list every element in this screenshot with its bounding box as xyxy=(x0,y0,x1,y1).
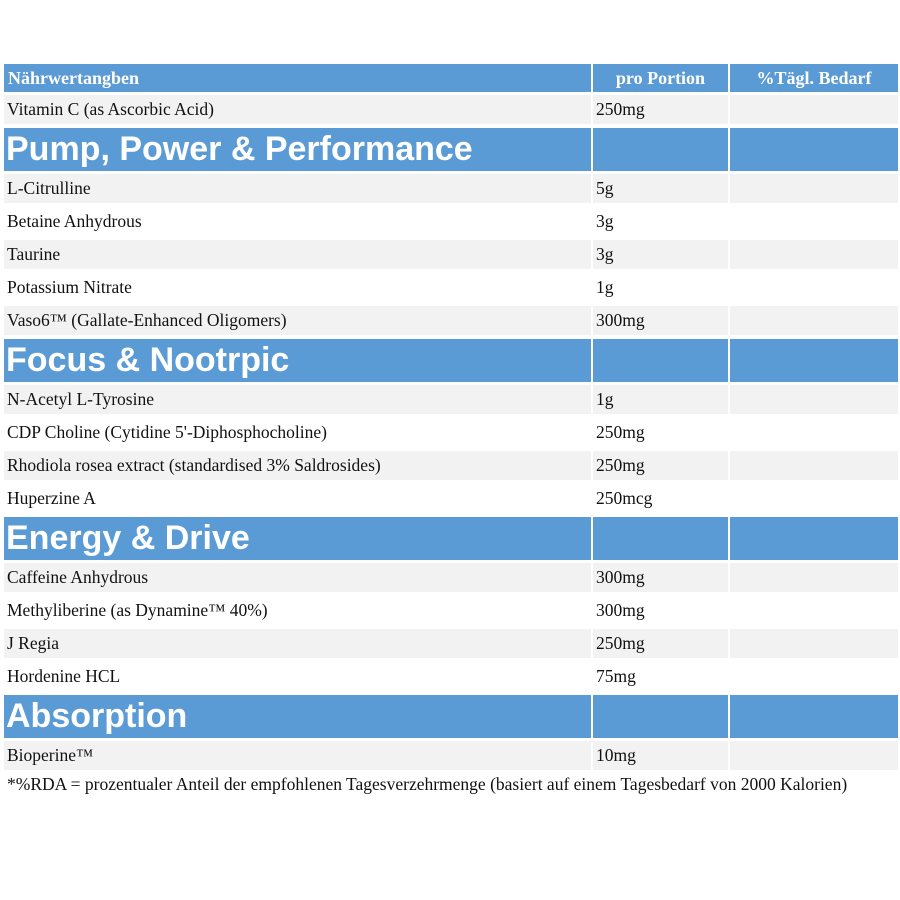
ingredient-amount: 300mg xyxy=(593,306,728,335)
ingredient-daily xyxy=(730,451,898,480)
ingredient-daily xyxy=(730,207,898,236)
ingredient-name: L-Citrulline xyxy=(4,174,591,203)
ingredient-name: Rhodiola rosea extract (standardised 3% Saldrosides) xyxy=(4,451,591,480)
ingredient-daily xyxy=(730,385,898,414)
nutrition-table xyxy=(4,64,898,774)
ingredient-amount: 3g xyxy=(593,207,728,236)
ingredient-name: Huperzine A xyxy=(4,484,591,513)
ingredient-daily xyxy=(730,563,898,592)
ingredient-amount: 1g xyxy=(593,385,728,414)
ingredient-daily xyxy=(730,741,898,770)
section-daily-cell xyxy=(730,339,898,382)
ingredient-daily xyxy=(730,306,898,335)
ingredient-amount: 250mg xyxy=(593,418,728,447)
ingredient-name: Bioperine™ xyxy=(4,741,591,770)
ingredient-amount: 300mg xyxy=(593,596,728,625)
section-portion-cell xyxy=(593,517,728,560)
ingredient-daily xyxy=(730,596,898,625)
section-daily-cell xyxy=(730,695,898,738)
ingredient-daily xyxy=(730,629,898,658)
footnote: *%RDA = prozentualer Anteil der empfohlenen Tagesverzehrmenge (basiert auf einem Tagesbedarf von 2000 Kalorien) xyxy=(7,774,848,794)
ingredient-daily xyxy=(730,418,898,447)
section-title: Energy & Drive xyxy=(4,517,591,560)
section-daily-cell xyxy=(730,128,898,171)
ingredient-name: Methyliberine (as Dynamine™ 40%) xyxy=(4,596,591,625)
section-portion-cell xyxy=(593,695,728,738)
ingredient-name: Hordenine HCL xyxy=(4,662,591,691)
ingredient-amount: 10mg xyxy=(593,741,728,770)
ingredient-amount: 3g xyxy=(593,240,728,269)
ingredient-daily xyxy=(730,662,898,691)
ingredient-name: Betaine Anhydrous xyxy=(4,207,591,236)
ingredient-amount: 1g xyxy=(593,273,728,302)
ingredient-daily xyxy=(730,174,898,203)
ingredient-amount: 250mg xyxy=(593,451,728,480)
ingredient-daily xyxy=(730,273,898,302)
ingredient-daily xyxy=(730,484,898,513)
section-portion-cell xyxy=(593,128,728,171)
header-portion: pro Portion xyxy=(593,64,728,92)
section-title: Absorption xyxy=(4,695,591,738)
section-title: Pump, Power & Performance xyxy=(4,128,591,171)
section-title: Focus & Nootrpic xyxy=(4,339,591,382)
ingredient-amount: 75mg xyxy=(593,662,728,691)
section-daily-cell xyxy=(730,517,898,560)
ingredient-amount: 250mg xyxy=(593,629,728,658)
ingredient-name: J Regia xyxy=(4,629,591,658)
header-daily: %Tägl. Bedarf xyxy=(730,64,898,92)
ingredient-name: CDP Choline (Cytidine 5'-Diphosphocholine) xyxy=(4,418,591,447)
ingredient-amount: 300mg xyxy=(593,563,728,592)
ingredient-name: Vaso6™ (Gallate-Enhanced Oligomers) xyxy=(4,306,591,335)
ingredient-amount: 250mg xyxy=(593,95,728,124)
ingredient-name: Vitamin C (as Ascorbic Acid) xyxy=(4,95,591,124)
nutrition-table-wrapper xyxy=(4,64,898,795)
header-name: Nährwertangben xyxy=(4,64,591,92)
ingredient-name: Potassium Nitrate xyxy=(4,273,591,302)
ingredient-name: Caffeine Anhydrous xyxy=(4,563,591,592)
ingredient-daily xyxy=(730,240,898,269)
ingredient-amount: 5g xyxy=(593,174,728,203)
section-portion-cell xyxy=(593,339,728,382)
ingredient-daily xyxy=(730,95,898,124)
ingredient-name: Taurine xyxy=(4,240,591,269)
ingredient-amount: 250mcg xyxy=(593,484,728,513)
ingredient-name: N-Acetyl L-Tyrosine xyxy=(4,385,591,414)
